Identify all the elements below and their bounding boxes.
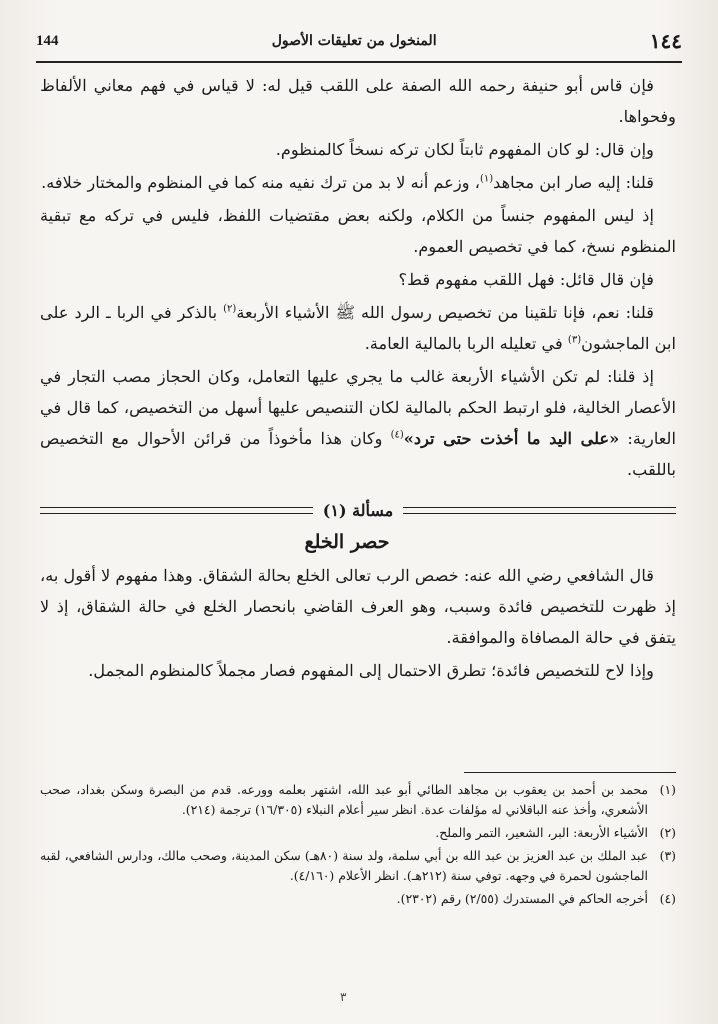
signature-mark: ٣ bbox=[340, 990, 347, 1004]
footnote-ref-3[interactable]: (٣) bbox=[567, 334, 582, 346]
footnote-ref-2[interactable]: (٢) bbox=[223, 303, 237, 315]
footnote-number: (٤) bbox=[659, 891, 676, 906]
footnote-text: عبد الملك بن عبد العزيز بن عبد الله بن أبي سلمة، ولد سنة (٨٠هـ) سكن المدينة، وصحب مالك، ودارس الشافعي، لقبه الماجشون لحمرة في وجهه. توفي سنة (٢١٢هـ). انظر الأعلام (٤/١٦٠). bbox=[40, 848, 648, 883]
footnote-number: (١) bbox=[659, 782, 676, 797]
section-paragraph-1: قال الشافعي رضي الله عنه: خصص الرب تعالى الخلع بحالة الشقاق. وهذا مفهوم لا أقول به، إذ ظهرت للتخصيص فائدة وسبب، وهو العرف القاضي بانحصار الخلع في حالة الشقاق، إذ لا يتفق في حالة المصافاة والموافقة. bbox=[40, 566, 676, 647]
page-number-latin: 144 bbox=[36, 32, 59, 49]
footnote-text: أخرجه الحاكم في المستدرك (٢/٥٥) رقم (٢٣٠٢). bbox=[396, 891, 648, 906]
paragraph-6-text-rest: في تعليله الربا بالمالية العامة. bbox=[364, 334, 568, 353]
paragraph-7 bbox=[40, 361, 676, 485]
paragraph-6 bbox=[40, 297, 676, 359]
page-header bbox=[36, 24, 682, 58]
section-paragraph-2: وإذا لاح للتخصيص فائدة؛ تطرق الاحتمال إلى المفهوم فصار مجملاً كالمنظوم المجمل. bbox=[88, 661, 654, 680]
footnote-2 bbox=[40, 823, 676, 843]
paragraph-6-text-middle: بالذكر في الربا ـ الرد على ابن الماجشون bbox=[40, 303, 676, 353]
hadith-quote: «على اليد ما أخذت حتى ترد» bbox=[403, 429, 620, 448]
running-title: المنخول من تعليقات الأصول bbox=[271, 33, 437, 49]
footnote-ref-1[interactable]: (١) bbox=[479, 173, 494, 185]
paragraph-3-text-rest: ، وزعم أنه لا بد من ترك نفيه منه كما في المنظوم والمختار خلافه. bbox=[41, 173, 480, 192]
footnote-text: محمد بن أحمد بن يعقوب بن مجاهد الطائي أبو عبد الله، اشتهر بعلمه وورعه. قدم من البصرة وسكن بغداد، صحب الأشعري، وأخذ عنه الباقلاني له مؤلفات عدة. انظر سير أعلام النبلاء (١٦/٣٠٥) ترجمة (٢١٤). bbox=[40, 782, 648, 817]
paragraph-1: فإن قاس أبو حنيفة رحمه الله الصفة على اللقب قيل له: لا قياس في فهم معاني الألفاظ وفحواها. bbox=[40, 76, 676, 126]
paragraph-2: وإن قال: لو كان المفهوم ثابتاً لكان تركه نسخاً كالمنظوم. bbox=[275, 140, 654, 159]
footnote-3 bbox=[40, 846, 676, 886]
footnote-number: (٢) bbox=[659, 825, 676, 840]
paragraph-7-text-rest: وكان هذا مأخوذاً من قرائن الأحوال مع التخصيص باللقب. bbox=[40, 429, 676, 479]
page-number-arabic: ١٤٤ bbox=[649, 29, 682, 53]
footnotes bbox=[40, 780, 676, 912]
paragraph-3 bbox=[40, 167, 676, 198]
paragraph-4: إذ ليس المفهوم جنساً من الكلام، ولكنه بعض مقتضيات اللفظ، فليس في تركه مع تبقية المنظوم نسخ، كما في تخصيص العموم. bbox=[40, 206, 676, 256]
footnote-text: الأشياء الأربعة: البر، الشعير، التمر والملح. bbox=[435, 825, 648, 840]
footnote-4 bbox=[40, 889, 676, 909]
footnote-rule bbox=[464, 772, 676, 773]
paragraph-6-text: قلنا: نعم، فإنا تلقينا من تخصيص رسول الله ﷺ الأشياء الأربعة bbox=[236, 303, 654, 322]
footnote-ref-4[interactable]: (٤) bbox=[390, 429, 404, 441]
main-text bbox=[40, 70, 676, 688]
header-rule bbox=[36, 61, 682, 63]
masala-label: مسألة (١) bbox=[313, 495, 403, 526]
footnote-1 bbox=[40, 780, 676, 820]
masala-divider bbox=[40, 495, 676, 525]
paragraph-7-text: إذ قلنا: لم تكن الأشياء الأربعة غالب ما يجري عليها التعامل، وكان الحجاز مصب التجار في الأعصار الخالية، فلو ارتبط الحكم بالمالية لكان التنصيص عليها أسهل من التخصيص، كما قال في العارية: bbox=[40, 367, 676, 448]
paragraph-3-text: قلنا: إليه صار ابن مجاهد bbox=[493, 173, 654, 192]
paragraph-5: فإن قال قائل: فهل اللقب مفهوم قط؟ bbox=[398, 270, 654, 289]
footnote-number: (٣) bbox=[659, 848, 676, 863]
section-title: حصر الخلع bbox=[304, 531, 390, 553]
